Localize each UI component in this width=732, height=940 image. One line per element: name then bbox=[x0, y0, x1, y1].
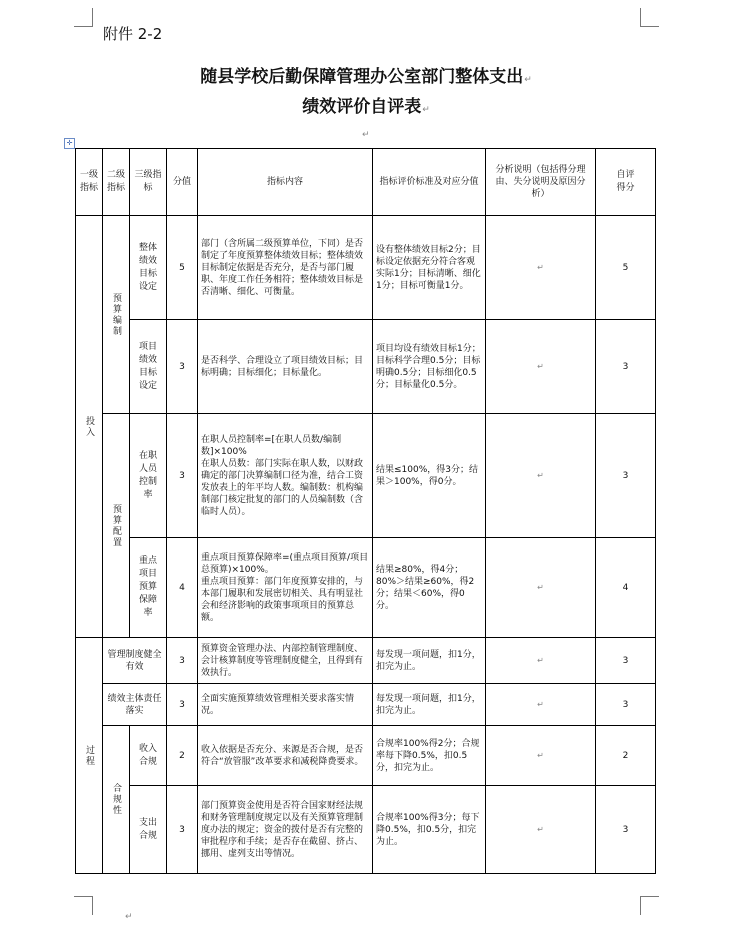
self-score-cell: 3 bbox=[596, 320, 656, 414]
header-level2: 二级指标 bbox=[103, 149, 130, 216]
content-cell: 是否科学、合理设立了项目绩效目标；目标明确；目标细化；目标量化。 bbox=[198, 320, 373, 414]
table-row bbox=[76, 786, 656, 874]
self-score-cell: 5 bbox=[596, 216, 656, 320]
standard-cell: 每发现一项问题，扣1分，扣完为止。 bbox=[373, 638, 486, 684]
header-standard: 指标评价标准及对应分值 bbox=[373, 149, 486, 216]
crop-mark-top-right bbox=[640, 8, 659, 27]
header-level3: 三级指标 bbox=[130, 149, 167, 216]
l2-indicator: 绩效主体责任落实 bbox=[103, 684, 167, 726]
content-cell: 部门预算资金使用是否符合国家财经法规和财务管理制度规定以及有关预算管理制度办法的规定；资金的拨付是否有完整的审批程序和手续；是否存在截留、挤占、挪用、虚列支出等情况。 bbox=[198, 786, 373, 874]
l2-indicator: 管理制度健全有效 bbox=[103, 638, 167, 684]
score-cell: 3 bbox=[167, 684, 198, 726]
crop-mark-bottom-right bbox=[640, 896, 659, 915]
standard-cell: 结果≤100%，得3分；结果＞100%，得0分。 bbox=[373, 414, 486, 538]
score-cell: 3 bbox=[167, 414, 198, 538]
analysis-cell: ↵ bbox=[486, 320, 596, 414]
group-compliance: 合规性 bbox=[103, 726, 130, 874]
evaluation-table bbox=[75, 148, 656, 874]
analysis-cell: ↵ bbox=[486, 638, 596, 684]
table-move-handle-icon[interactable]: ✛ bbox=[64, 138, 75, 149]
score-cell: 2 bbox=[167, 726, 198, 786]
l3-indicator: 重点项目预算保障率 bbox=[130, 538, 167, 638]
self-score-cell: 3 bbox=[596, 684, 656, 726]
content-cell: 收入依据是否充分、来源是否合规，是否符合“放管服”改革要求和减税降费要求。 bbox=[198, 726, 373, 786]
analysis-cell: ↵ bbox=[486, 726, 596, 786]
header-self-score: 自评得分 bbox=[596, 149, 656, 216]
table-row bbox=[76, 320, 656, 414]
group-process: 过程 bbox=[76, 638, 103, 874]
standard-cell: 结果≥80%，得4分；80%＞结果≥60%，得2分；结果＜60%，得0分。 bbox=[373, 538, 486, 638]
content-cell: 预算资金管理办法、内部控制管理制度、会计核算制度等管理制度健全，且得到有效执行。 bbox=[198, 638, 373, 684]
analysis-cell: ↵ bbox=[486, 216, 596, 320]
table-row bbox=[76, 638, 656, 684]
analysis-cell: ↵ bbox=[486, 538, 596, 638]
standard-cell: 合规率100%得2分；合规率每下降0.5%，扣0.5分，扣完为止。 bbox=[373, 726, 486, 786]
score-cell: 3 bbox=[167, 786, 198, 874]
group-budget-alloc: 预算配置 bbox=[103, 414, 130, 638]
crop-mark-bottom-left bbox=[74, 896, 93, 915]
header-content: 指标内容 bbox=[198, 149, 373, 216]
header-level1: 一级指标 bbox=[76, 149, 103, 216]
table-row bbox=[76, 726, 656, 786]
header-score: 分值 bbox=[167, 149, 198, 216]
standard-cell: 设有整体绩效目标2分；目标设定依据充分符合客观实际1分；目标清晰、细化1分；目标可衡量1分。 bbox=[373, 216, 486, 320]
table-row bbox=[76, 684, 656, 726]
score-cell: 5 bbox=[167, 216, 198, 320]
self-score-cell: 3 bbox=[596, 638, 656, 684]
header-analysis: 分析说明（包括得分理由、失分说明及原因分析） bbox=[486, 149, 596, 216]
analysis-cell: ↵ bbox=[486, 414, 596, 538]
l3-indicator: 项目绩效目标设定 bbox=[130, 320, 167, 414]
table-row bbox=[76, 538, 656, 638]
document-title-line2: 绩效评价自评表↵ bbox=[302, 97, 430, 117]
standard-cell: 合规率100%得3分；每下降0.5%，扣0.5分，扣完为止。 bbox=[373, 786, 486, 874]
l3-indicator: 支出合规 bbox=[130, 786, 167, 874]
l3-indicator: 在职人员控制率 bbox=[130, 414, 167, 538]
content-cell: 全面实施预算绩效管理相关要求落实情况。 bbox=[198, 684, 373, 726]
l3-indicator: 收入合规 bbox=[130, 726, 167, 786]
header-row bbox=[76, 149, 656, 216]
group-budget-prep: 预算编制 bbox=[103, 216, 130, 414]
attachment-label: 附件 2-2 bbox=[103, 25, 163, 43]
self-score-cell: 2 bbox=[596, 726, 656, 786]
document-title-line1: 随县学校后勤保障管理办公室部门整体支出↵ bbox=[200, 67, 532, 87]
content-cell: 重点项目预算保障率=(重点项目预算/项目总预算)×100%。 重点项目预算：部门年度预算安排的，与本部门履职和发展密切相关、具有明显社会和经济影响的政策事项项目的预算总额。 bbox=[198, 538, 373, 638]
score-cell: 3 bbox=[167, 320, 198, 414]
content-cell: 部门（含所属二级预算单位，下同）是否制定了年度预算整体绩效目标；整体绩效目标制定依据是否充分，是否与部门履职、年度工作任务相符；整体绩效目标是否清晰、细化、可衡量。 bbox=[198, 216, 373, 320]
self-score-cell: 3 bbox=[596, 786, 656, 874]
self-score-cell: 4 bbox=[596, 538, 656, 638]
table-row bbox=[76, 216, 656, 320]
analysis-cell: ↵ bbox=[486, 786, 596, 874]
content-cell: 在职人员控制率=[在职人员数/编制数]×100% 在职人员数：部门实际在职人数，以财政确定的部门决算编制口径为准，结合工资发放表上的年平均人数。编制数：机构编制部门核定批复的部门的人员编制数（含临时人员）。 bbox=[198, 414, 373, 538]
score-cell: 4 bbox=[167, 538, 198, 638]
group-input: 投入 bbox=[76, 216, 103, 638]
l3-indicator: 整体绩效目标设定 bbox=[130, 216, 167, 320]
table-row bbox=[76, 414, 656, 538]
self-score-cell: 3 bbox=[596, 414, 656, 538]
standard-cell: 项目均设有绩效目标1分；目标科学合理0.5分；目标明确0.5分；目标细化0.5分；目标量化0.5分。 bbox=[373, 320, 486, 414]
score-cell: 3 bbox=[167, 638, 198, 684]
standard-cell: 每发现一项问题，扣1分，扣完为止。 bbox=[373, 684, 486, 726]
crop-mark-top-left bbox=[74, 8, 93, 27]
analysis-cell: ↵ bbox=[486, 684, 596, 726]
